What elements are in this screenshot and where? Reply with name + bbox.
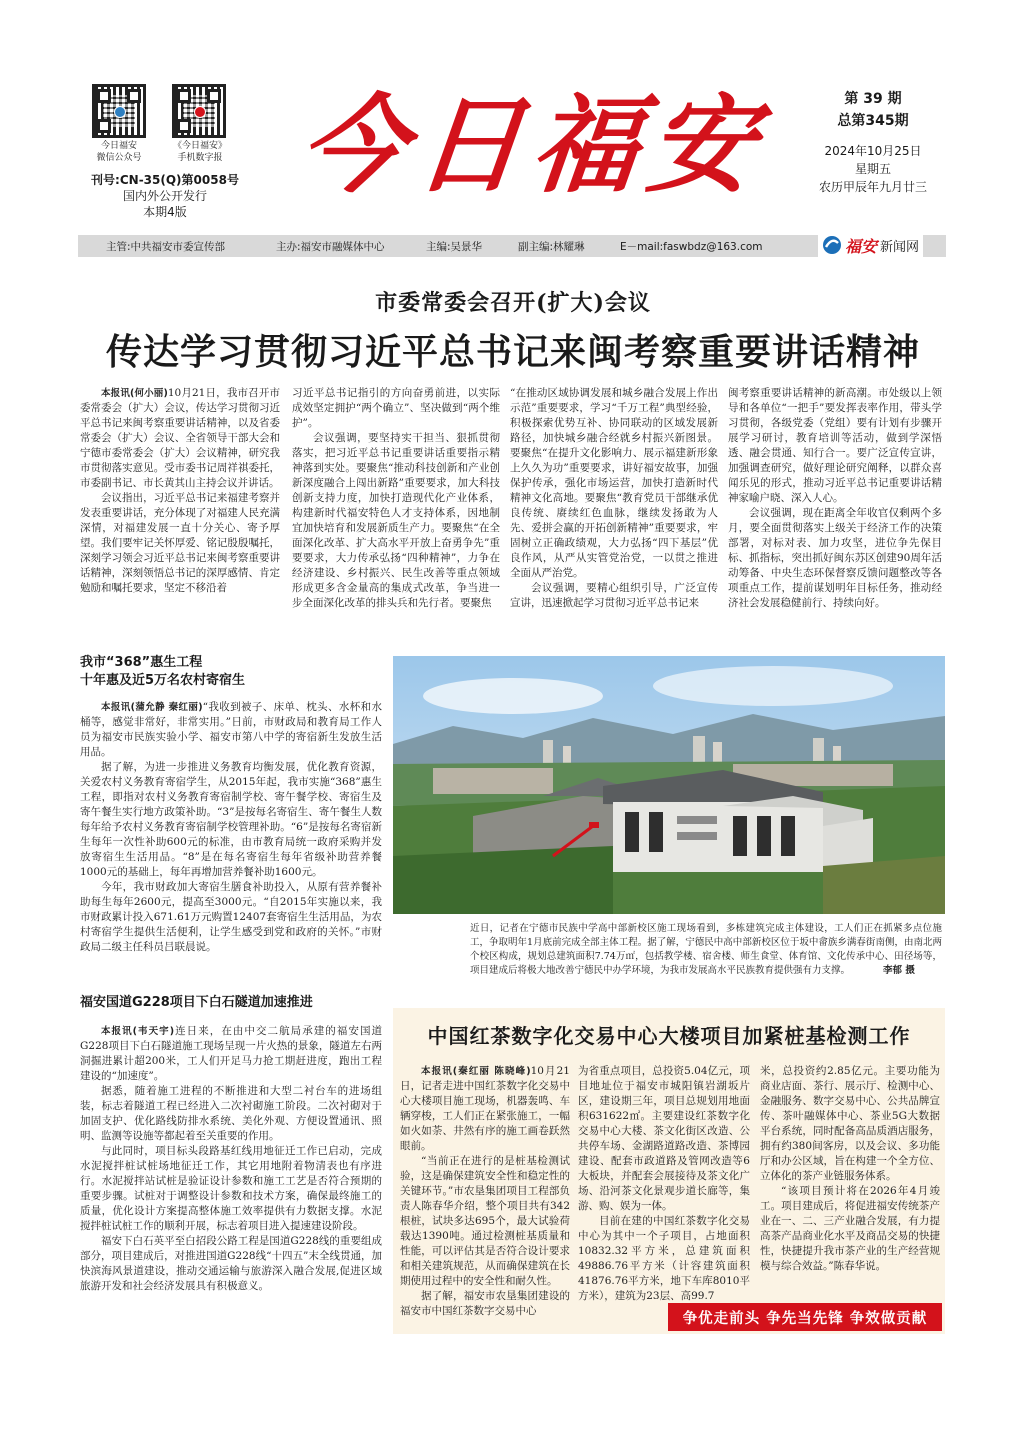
lead-col-2: 习近平总书记指引的方向奋勇前进，以实际成效坚定拥护“两个确立”、坚决做到“两个维护”。 会议强调，要坚持实干担当、狠抓贯彻落实，把习近平总书记重要讲话重要指示精神落到实处。要聚焦“推动科技创新和产业创新深度融合上闯出新路”重要要求，加大科技创新支持力度，加快打造现代化产业体系，构建新时代福安特色人才支持体系，因地制宜加快培育和发展新质生产力。要聚焦“在全面深化改革、扩大高水平开放上奋勇争先”重要要求，大力传承弘扬“四种精神”，力争在经济建设、乡村振兴、民生改善等重点领域形成更多含金量高的集成式改革，争当进一步全面深化改革的排头兵和先行者。要聚焦 [292,387,500,609]
article-tunnel-body: 本报讯(韦天宇)连日来，在由中交二航局承建的福安国道G228项目下白石隧道施工现场呈现一片火热的景象，隧道左右两洞掘进累计超200米，工人们开足马力抢工期赶进度，跑出工程建设的“加速度”。 据悉，随着施工进程的不断推进和大型二衬台车的进场组装，标志着隧道工程已经进入二次衬砌施工阶段。二次衬砌对于加固支护、优化路线防排水系统、美化外观、方便设置通讯、照明、监测等设施等都起着至关重要的作用。 与此同时，项目标头段路基红线用地征迁工作已启动，完成水泥搅拌桩试桩场地征迁工作，其它用地附着物清表也有序进行。水泥搅拌站试桩是验证设计参数和施工工艺是否符合预期的重要步骤。试桩对于调整设计参数和技术方案，确保最终施工的质量，优化设计方案提高整体施工效率提供有力数据支撑。水泥搅拌桩试桩工作的顺利开展，标志着项目进入提速建设阶段。 福安下白石英平至白招段公路工程是国道G228线的重要组成部分，项目建成后，对推进国道G228线“十四五”末全线贯通，加快滨海风景道建设，推动交通运输与旅游深入融合发展,促进区域旅游开发和社会经济发展具有积极意义。 [80,1025,382,1292]
total-issue: 总第345期 [837,113,909,129]
lead-col-4: 闽考察重要讲话精神的新高潮。市处级以上领导和各单位“一把手”要发挥表率作用，带头学习贯彻，各级党委（党组）要有计划有步骤开展学习研讨，教育培训等活动，做到学深悟透、融会贯通、知行合一。要广泛宣传宣讲，加强调查研究，做好理论研究阐释，以群众喜闻乐见的形式，推动习近平总书记重要讲话精神家喻户晓、深入人心。 会议强调，现在距离全年收官仅剩两个多月，要全面贯彻落实上级关于经济工作的决策部署，对标对表、加力攻坚，进位争先保目标、抓指标，突出抓好闽东苏区创建90周年活动筹备、中央生态环保督察反馈问题整改等各项重点工作，提前谋划明年目标任务，推动经济社会发展稳健前行、持续向好。 [728,387,942,609]
slogan-banner: 争优走前头 争先当先锋 争效做贡献 [668,1303,942,1331]
sponsor: 主管:中共福安市委宣传部 [106,240,226,253]
issue-number: 第 39 期 [844,91,902,107]
page-count: 本期4版 [143,205,187,219]
tea-col-2: 为省重点项目，总投资5.04亿元，项目地址位于福安市城阳镇岩湖坂片区，建设期三年，项目总规划用地面积631622㎡。主要建设红茶数字化交易中心大楼、茶文化街区改造、公共停车场、金湖路道路改造、茶博园建设、配套市政道路及管网改造等6大板块，并配套会展接待及茶文化广场、沿河茶文化景观步道长廊等，集游、购、娱为一体。 目前在建的中国红茶数字化交易中心为其中一个子项目，占地面积10832.32平方米，总建筑面积49886.76平方米（计容建筑面积41876.76平方米，地下车库8010平方米），建筑为23层、高99.7 [578,1065,750,1302]
tea-headline: 中国红茶数字化交易中心大楼项目加紧桩基检测工作 [427,1024,911,1048]
masthead-logo: 今日福安 [294,82,772,207]
tea-col-1: 本报讯(秦红丽 陈晓峰)10月21日，记者走进中国红茶数字化交易中心大楼项目施工现场，机器轰鸣、车辆穿梭，工人们正在紧张施工，一幅如火如荼、井然有序的施工画卷跃然眼前。 “当前正在进行的是桩基检测试验，这是确保建筑安全性和稳定性的关键环节。”市农垦集团项目工程部负责人陈春华介绍，整个项目共有342根桩，试块多达695个，最大试验荷载达1390吨。通过检测桩基质量和性能，可以评估其是否符合设计要求和相关建筑规范，从而确保建筑在长期使用过程中的安全性和耐久性。 据了解，福安市农垦集团建设的福安市中国红茶数字交易中心 [400,1065,570,1317]
deputy-editor: 副主编:林耀琳 [518,240,585,253]
qr-wechat[interactable] [92,84,146,138]
lead-byline: 本报讯(何小丽) [101,388,168,399]
article-tunnel-title: 福安国道G228项目下白石隧道加速推进 [80,995,313,1010]
qr-mobile[interactable] [172,84,226,138]
lunar-date: 农历甲辰年九月廿三 [818,180,927,194]
weekday: 星期五 [854,162,891,176]
network-swirl-icon [822,235,842,255]
lead-col-3: “在推动区域协调发展和城乡融合发展上作出示范”重要要求，学习“千万工程”典型经验，积极探索优势互补、协同联动的区域发展新路径，加快城乡融合经就乡村振兴新图景。要聚焦“在提升文化影响力、展示福建新形象上久久为功”重要要求，讲好福安故事，加强保护传承，强化市场运营，加快打造新时代精神文化高地。要聚焦“教育党员干部继承优良传统、赓续红色血脉，继续发扬敢为人先、爱拼会赢的开拓创新精神”重要要求，牢固树立正确政绩观，大力弘扬“四下基层”优良作风，从严从实管党治党，一以贯之推进全面从严治党。 会议强调，要精心组织引导，广泛宣传宣讲，迅速掀起学习贯彻习近平总书记来 [510,387,718,609]
distribution: 国内外公开发行 [122,189,207,203]
publication-info [70,172,260,220]
info-bar [78,235,946,257]
photo-illustration [393,656,945,914]
network-suffix: 新闻网 [880,239,920,255]
tea-col-3: 米，总投资约2.85亿元。主要功能为商业店面、茶行、展示厅、检测中心、金融服务、数字交易中心、公共品牌宣传、茶叶融媒体中心、茶业5G大数据平台系统，同时配备高品质酒店服务，拥有约380间客房，以及会议、多功能厅和办公区域，旨在构建一个全方位、立体化的茶产业链服务体系。 “该项目预计将在2026年4月竣工。项目建成后，将促进福安传统茶产业在一、二、三产业融合发展，有力提高茶产品商业化水平及商品交易的快捷性，快捷提升我市茶产业的生产经营规模与综合效益。”陈春华说。 [760,1065,940,1272]
qr-mobile-caption: 《今日福安》 手机数字报 [172,141,227,163]
lead-headline: 传达学习贯彻习近平总书记来闽考察重要讲话精神 [105,331,920,373]
article-368-body: 本报讯(蒲允静 秦红丽)“我收到被子、床单、枕头、水杯和水桶等，感觉非常好，非常实用。”日前，市财政局和教育局工作人员为福安市民族实验小学、福安市第八中学的寄宿新生发放生活用品。 据了解，为进一步推进义务教育均衡发展，优化教育资源，关爱农村义务教育寄宿学生，从2015年起，我市实施“368”惠生工程，即指对农村义务教育寄宿制学校、寄午餐学校、寄宿生及寄午餐生实行地方政策补助。“3”是按每名寄宿生、寄午餐生人数每年给予农村义务教育寄宿制学校管理补助。“6”是按每名寄宿新生每年一次性补助600元的标准，由市教育局统一政府采购并发放寄宿生生活用品。“8”是在每名寄宿生每年省级补助营养餐1000元的基础上，每年再增加营养餐补助1600元。 今年，我市财政加大寄宿生膳食补助投入，从原有营养餐补助每生每年2600元，提高至3000元。“自2015年实施以来，我市财政累计投入671.61万元购置12407套寄宿生生活用品，为农村寄宿学生提供生活便利，让学生感受到党和政府的关怀。”市财政局二级主任科员吕联晨说。 [80,701,382,953]
license-number: 刊号:CN-35(Q)第0058号 [91,173,239,187]
qr-wechat-caption: 今日福安 微信公众号 [96,141,142,163]
lead-col-1: 本报讯(何小丽)10月21日，我市召开市委常委会（扩大）会议，传达学习贯彻习近平总书记来闽考察重要讲话精神，以及省委常委会（扩大）会议、全省领导干部大会和宁德市委常委会（扩大）会议精神，研究我市贯彻落实意见。受市委书记周祥祺委托，市委副书记、市长黄其山主持会议并讲话。 会议指出，习近平总书记来福建考察并发表重要讲话，充分体现了对福建人民充满深情，对福建发展一直十分关心、寄予厚望。我们要牢记关怀厚爱、铭记殷殷嘱托，深刻学习领会习近平总书记来闽考察重要讲话精神，深刻领悟总书记的深厚感情、肯定勉励和嘱托要求，坚定不移沿着 [80,387,280,594]
school-construction-photo[interactable] [393,656,945,914]
network-brand: 福安 [845,236,878,256]
email[interactable]: E－mail:faswbdz@163.com [620,240,763,253]
article-368-title: 我市“368”惠生工程 十年惠及近5万名农村寄宿生 [80,655,246,688]
issue-info [808,88,938,196]
lead-kicker: 市委常委会召开(扩大)会议 [375,290,651,316]
issue-date: 2024年10月25日 [824,144,922,158]
photo-credit: 李郁 摄 [883,965,915,976]
photo-caption: 近日，记者在宁德市民族中学高中部新校区施工现场看到，多栋建筑完成主体建设，工人们正在抓紧多点位施工，争取明年1月底前完成全部主体工程。据了解，宁德民中高中部新校区位于坂中畲族乡满春街南侧，由南北两个校区构成，规划总建筑面积7.74万㎡，包括教学楼、宿舍楼、师生食堂、体育馆、文化传承中心、田径场等，项目建成后将极大地改善宁德民中办学环境，为我市发展高水平民族教育提供强有力支撑。 李郁 摄 [470,923,942,976]
news-network-logo[interactable] [818,232,923,258]
host: 主办:福安市融媒体中心 [276,240,385,253]
chief-editor: 主编:吴景华 [426,240,483,253]
